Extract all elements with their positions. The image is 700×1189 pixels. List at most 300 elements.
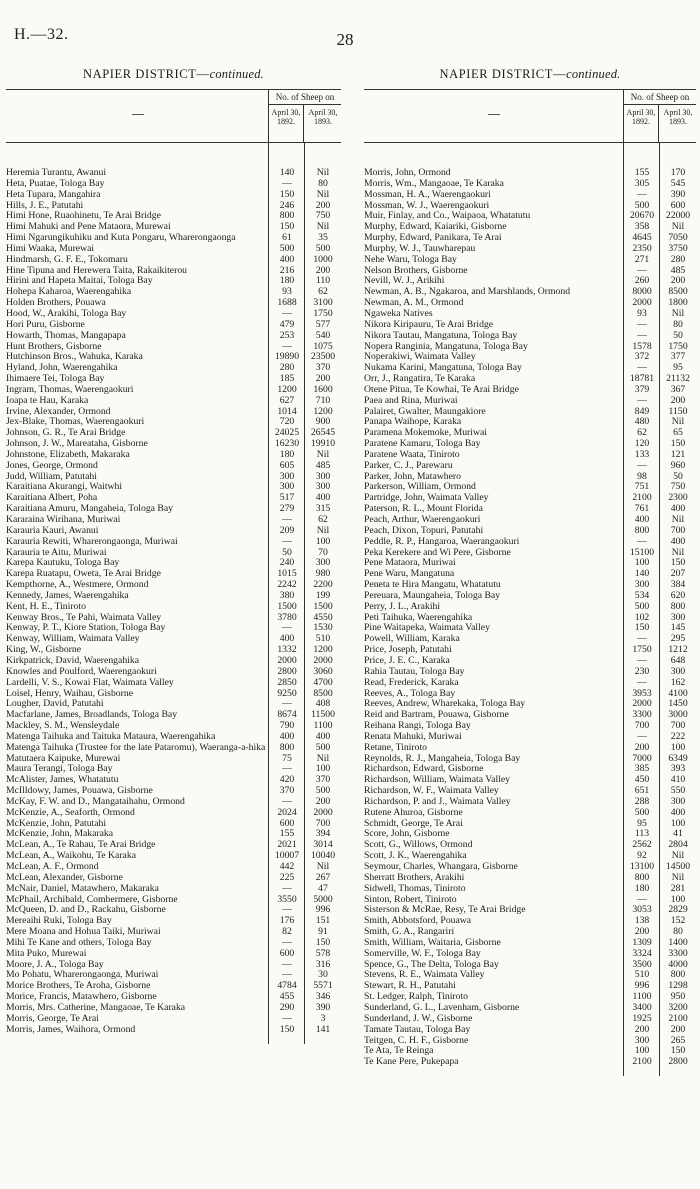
sheep-count-1893: 400 xyxy=(670,535,686,547)
sheep-count-1892: 19890 xyxy=(274,351,300,363)
sheep-count-1893: 23500 xyxy=(310,351,336,363)
sheep-count-1893: 62 xyxy=(318,286,328,298)
sheep-count-1892: 185 xyxy=(279,373,295,385)
sheep-count-1892: 761 xyxy=(634,503,650,515)
sheep-count-1893: 200 xyxy=(670,1023,686,1035)
sheep-count-1892: 180 xyxy=(634,882,650,894)
sheep-count-1893: 410 xyxy=(670,774,686,786)
sheep-count-1893: 207 xyxy=(670,568,686,580)
sheep-count-1892: 372 xyxy=(634,351,650,363)
owner-name: Morris, John, Ormond xyxy=(364,168,451,178)
owner-name: Parkerson, William, Ormond xyxy=(364,482,476,493)
owner-name: Kent, H. E., Tiniroto xyxy=(6,601,86,612)
sheep-count-1893: 4100 xyxy=(668,687,688,699)
sheep-count-1892: 230 xyxy=(634,665,650,677)
owner-name: Schmidt, George, Te Arai xyxy=(364,818,463,829)
sheep-count-1893: 950 xyxy=(670,991,686,1003)
owner-name: McIlldowy, James, Pouawa, Gisborne xyxy=(6,786,153,797)
owner-name: Sherratt Brothers, Arakihi xyxy=(364,872,465,883)
owner-name: Jex-Blake, Thomas, Waerengaokuri xyxy=(6,417,145,428)
sheep-count-1893: 200 xyxy=(315,373,331,385)
page-number: 28 xyxy=(336,30,354,49)
sheep-count-1893: 2300 xyxy=(668,492,688,504)
sheep-count-1892: — xyxy=(637,730,647,742)
owner-name: McNair, Daniel, Matawhero, Makaraka xyxy=(6,883,159,894)
sheep-count-1893: 1400 xyxy=(668,936,688,948)
owner-name: Sunderland, J. W., Gisborne xyxy=(364,1013,473,1024)
owner-name: Karaitiana Akurangi, Waitwhi xyxy=(6,482,123,493)
year-1893-header: April 30, 1893. xyxy=(308,108,338,126)
sheep-count-1892: — xyxy=(282,340,292,352)
table-row xyxy=(6,884,341,895)
owner-name: Murphy, Edward, Kaiariki, Gisborne xyxy=(364,222,507,233)
sheep-count-1893: 8500 xyxy=(668,286,688,298)
sheep-count-1892: 1015 xyxy=(277,568,297,580)
owner-name: Te Ata, Te Reinga xyxy=(364,1046,434,1057)
sheep-count-1892: 480 xyxy=(634,416,650,428)
sheep-count-1893: 960 xyxy=(670,459,686,471)
left-column xyxy=(6,66,341,1036)
table-row xyxy=(6,461,341,472)
sheep-count-1893: 700 xyxy=(315,817,331,829)
sheep-count-1892: 3500 xyxy=(632,958,652,970)
owner-name: Paratene Waata, Tiniroto xyxy=(364,449,460,460)
table-row xyxy=(6,602,341,613)
sheep-count-1892: 20670 xyxy=(629,210,655,222)
sheep-count-1892: 100 xyxy=(634,1045,650,1057)
owner-name: Matenga Taihuka (Trustee for the late Pataromu), Waeranga-a-hika xyxy=(6,742,266,753)
sheep-count-1892: 216 xyxy=(279,264,295,276)
sheep-count-1892: 800 xyxy=(634,524,650,536)
sheep-count-1892: 2000 xyxy=(632,297,652,309)
owner-name: Karepa Ruatapu, Oweta, Te Arai Bridge xyxy=(6,569,161,580)
sheep-count-1892: — xyxy=(282,698,292,710)
sheep-count-1893: 19910 xyxy=(310,438,336,450)
sheep-count-1892: 209 xyxy=(279,524,295,536)
sheep-count-1893: 200 xyxy=(670,275,686,287)
sheep-count-1893: 100 xyxy=(315,763,331,775)
left-column-title: NAPIER DISTRICT—continued. xyxy=(82,67,265,81)
owner-name: Morice Brothers, Te Aroha, Gisborne xyxy=(6,981,151,992)
owner-name: Murphy, W. J., Tauwharepau xyxy=(364,243,476,254)
owner-name: McPhail, Archibald, Combermere, Gisborne xyxy=(6,894,178,905)
sheep-count-1893: 1530 xyxy=(313,622,333,634)
sheep-count-1892: 600 xyxy=(279,947,295,959)
sheep-count-1893: 281 xyxy=(670,882,686,894)
table-row xyxy=(364,537,696,548)
owner-name: Macfarlane, James, Broadlands, Tologa Bay xyxy=(6,710,178,721)
sheep-count-1893: 500 xyxy=(315,785,331,797)
sheep-count-1892: 176 xyxy=(279,915,295,927)
sheep-count-1893: 800 xyxy=(670,969,686,981)
sheep-count-1893: 30 xyxy=(318,969,328,981)
owner-name: Orr, J., Rangatira, Te Karaka xyxy=(364,374,476,385)
table-row xyxy=(364,396,696,407)
table-row xyxy=(6,678,341,689)
owner-name: Peddle, R. P., Hangaroa, Waerangaokuri xyxy=(364,536,520,547)
owner-name: Pene Mataora, Muriwai xyxy=(364,558,456,569)
sheep-count-1893: 996 xyxy=(315,904,331,916)
owner-name: Peach, Arthur, Waerengaokuri xyxy=(364,515,481,525)
owner-name: Morris, James, Waihora, Ormond xyxy=(6,1024,136,1035)
left-table-body xyxy=(6,168,341,1036)
sheep-count-1892: — xyxy=(282,307,292,319)
sheep-count-1893: 3300 xyxy=(668,947,688,959)
name-header-dash xyxy=(132,114,144,115)
owner-name: Reid and Bartram, Pouawa, Gisborne xyxy=(364,710,509,721)
sheep-count-1892: 82 xyxy=(282,926,292,938)
sheep-count-1893: 1100 xyxy=(313,720,333,732)
sheep-count-1892: — xyxy=(282,882,292,894)
owner-name: Newman, A. M., Ormond xyxy=(364,298,464,309)
sheep-count-1892: 200 xyxy=(634,926,650,938)
sheep-count-1893: 300 xyxy=(670,795,686,807)
sheep-count-1892: 18781 xyxy=(629,373,655,385)
sheep-count-1893: 10040 xyxy=(310,850,336,862)
sheep-count-1892: 2000 xyxy=(277,654,297,666)
sheep-count-1893: Nil xyxy=(316,524,330,536)
owner-name: Mereaihi Ruki, Tologa Bay xyxy=(6,916,112,927)
owner-name: Heta Tupara, Mangahira xyxy=(6,189,101,200)
sheep-count-1893: 199 xyxy=(315,589,331,601)
sheep-count-1893: Nil xyxy=(316,861,330,872)
sheep-count-1892: 4784 xyxy=(277,980,297,992)
sheep-count-1893: 2100 xyxy=(668,1012,688,1024)
owner-name: Morris, Wm., Mangaoae, Te Karaka xyxy=(364,178,504,189)
owner-name: Morris, George, Te Arai xyxy=(6,1013,99,1024)
owner-name: McKenzie, John, Patutahi xyxy=(6,818,107,829)
owner-name: Muir, Finlay, and Co., Waipaoa, Whatatutu xyxy=(364,211,531,222)
sheep-count-1892: 93 xyxy=(282,286,292,298)
owner-name: Pene Waru, Mangatuna xyxy=(364,569,455,580)
sheep-count-1892: 113 xyxy=(634,828,650,840)
owner-name: Hirini and Hapeta Maitai, Tologa Bay xyxy=(6,276,153,287)
sheep-count-1893: 14500 xyxy=(665,861,691,872)
owner-name: Himi Hone, Ruaohinetu, Te Arai Bridge xyxy=(6,211,161,222)
sheep-count-1892: 253 xyxy=(279,329,295,341)
sheep-count-1892: — xyxy=(282,1012,292,1024)
sheep-count-1893: 80 xyxy=(673,926,683,938)
sheep-count-1893: 408 xyxy=(315,698,331,710)
sheep-count-1893: 700 xyxy=(670,720,686,732)
owner-name: Mihi Te Kane and others, Tologa Bay xyxy=(6,937,152,948)
sheep-count-1893: 22000 xyxy=(665,210,691,222)
sheep-heading: No. of Sheep on xyxy=(624,90,696,105)
sheep-count-1893: 50 xyxy=(673,470,683,482)
table-row xyxy=(364,331,696,342)
owner-name: Stewart, R. H., Patutahi xyxy=(364,981,456,992)
sheep-count-1893: 400 xyxy=(315,730,331,742)
sheep-count-1893: 295 xyxy=(670,633,686,645)
sheep-count-1892: 479 xyxy=(279,318,295,330)
owner-name: Hindmarsh, G. F. E., Tokomaru xyxy=(6,254,128,265)
sheep-count-1893: 510 xyxy=(315,633,331,645)
sheep-count-1892: 442 xyxy=(279,861,295,872)
sheep-count-1893: 5571 xyxy=(313,980,333,992)
owner-name: Himi Waaka, Murewai xyxy=(6,243,95,254)
sheep-count-1892: 180 xyxy=(279,275,295,287)
owner-name: Spence, G., The Delta, Tologa Bay xyxy=(364,959,499,970)
sheep-count-1892: 3550 xyxy=(277,893,297,905)
owner-name: Matenga Taihuka and Taituka Mataura, Waerengahika xyxy=(6,731,216,742)
sheep-count-1893: 150 xyxy=(670,557,686,569)
owner-name: Ihimaere Tei, Tologa Bay xyxy=(6,374,105,385)
owner-name: Tamate Tautau, Tologa Bay xyxy=(364,1024,471,1035)
sheep-count-1893: 21132 xyxy=(666,373,690,385)
owner-name: Karauria Rewiti, Wharerongaonga, Muriwai xyxy=(6,536,178,547)
owner-name: Kenway Bros., Te Pahi, Waimata Valley xyxy=(6,612,162,623)
owner-name: Paterson, R. L., Mount Florida xyxy=(364,504,483,515)
owner-name: Irvine, Alexander, Ormond xyxy=(6,406,111,417)
sheep-count-1893: 400 xyxy=(315,492,331,504)
sheep-count-1893: 100 xyxy=(670,741,686,753)
sheep-count-1893: Nil xyxy=(671,221,685,233)
owner-name: Otene Pitua, Te Kowhai, Te Arai Bridge xyxy=(364,384,519,395)
sheep-count-1893: 7050 xyxy=(668,232,688,244)
sheep-count-1892: 10007 xyxy=(274,850,300,862)
owner-name: Hori Puru, Gisborne xyxy=(6,319,85,330)
sheep-count-1892: 455 xyxy=(279,991,295,1003)
sheep-count-1892: 240 xyxy=(279,557,295,569)
table-row xyxy=(364,884,696,895)
sheep-count-header xyxy=(268,90,341,142)
sheep-count-1892: 996 xyxy=(634,980,650,992)
owner-name: McLean, A., Waikohu, Te Karaka xyxy=(6,851,136,862)
sheep-count-1892: 1200 xyxy=(277,383,297,395)
table-row xyxy=(6,1025,341,1036)
sheep-count-1892: 849 xyxy=(634,405,650,417)
table-row xyxy=(6,331,341,342)
sheep-count-1892: 500 xyxy=(634,199,650,211)
table-row xyxy=(6,808,341,819)
sheep-count-1893: 1750 xyxy=(313,307,333,319)
sheep-count-1893: 300 xyxy=(670,611,686,623)
owner-name: Karauria te Aitu, Muriwai xyxy=(6,547,107,558)
owner-name: Reynolds, R. J., Mangaheia, Tologa Bay xyxy=(364,753,521,764)
sheep-count-1893: 300 xyxy=(315,470,331,482)
sheep-count-1892: 1925 xyxy=(632,1012,652,1024)
sheep-count-1893: Nil xyxy=(671,850,685,862)
sheep-count-1892: — xyxy=(637,188,647,200)
owner-name: Karauria Kauri, Awanui xyxy=(6,525,99,536)
owner-name: Reeves, Andrew, Wharekaka, Tologa Bay xyxy=(364,699,526,710)
sheep-count-1892: — xyxy=(637,318,647,330)
sheep-count-1893: 800 xyxy=(670,600,686,612)
sheep-count-1893: 47 xyxy=(318,882,328,894)
sheep-count-1893: 70 xyxy=(318,546,328,558)
sheep-count-1892: 510 xyxy=(634,969,650,981)
sheep-count-1893: Nil xyxy=(671,514,685,525)
owner-name: Richardson, W. F., Waimata Valley xyxy=(364,786,499,797)
sheep-count-1893: 4550 xyxy=(313,611,333,623)
owner-name: Rutene Ahuroa, Gisborne xyxy=(364,807,463,818)
owner-name: Sinton, Robert, Tiniroto xyxy=(364,894,457,905)
sheep-count-1892: 133 xyxy=(634,448,650,460)
sheep-count-1893: 545 xyxy=(670,177,686,189)
sheep-count-1893: Nil xyxy=(671,546,685,558)
owner-name: Palairet, Gwalter, Maungakiore xyxy=(364,406,486,417)
sheep-count-1893: 400 xyxy=(670,503,686,515)
sheep-count-1892: 150 xyxy=(279,1023,295,1035)
owner-name: Kenway, William, Waimata Valley xyxy=(6,634,140,645)
owner-name: Score, John, Gisborne xyxy=(364,829,450,840)
sheep-count-1893: 900 xyxy=(315,416,331,428)
owner-name: Jones, George, Ormond xyxy=(6,460,98,471)
owner-name: Peka Kerekere and Wi Pere, Gisborne xyxy=(364,547,511,558)
sheep-count-1893: 4700 xyxy=(313,676,333,688)
sheep-count-1893: 80 xyxy=(673,318,683,330)
sheep-count-1892: 150 xyxy=(634,622,650,634)
sheep-count-1892: 600 xyxy=(279,817,295,829)
sheep-count-1893: 1200 xyxy=(313,405,333,417)
sheep-count-1893: 648 xyxy=(670,654,686,666)
sheep-count-1892: 3400 xyxy=(632,1001,652,1013)
sheep-count-1892: 605 xyxy=(279,459,295,471)
owner-name: Panapa Waihope, Karaka xyxy=(364,417,462,428)
owner-name: Sidwell, Thomas, Tiniroto xyxy=(364,883,466,894)
owner-name: Johnstone, Elizabeth, Makaraka xyxy=(6,449,130,460)
sheep-count-1892: 300 xyxy=(634,1034,650,1046)
sheep-count-1892: 300 xyxy=(279,470,295,482)
sheep-count-1893: 280 xyxy=(670,253,686,265)
sheep-count-1892: 800 xyxy=(279,210,295,222)
sheep-count-1892: 420 xyxy=(279,774,295,786)
sheep-count-1893: 1212 xyxy=(668,644,688,656)
sheep-count-1892: 800 xyxy=(279,741,295,753)
sheep-count-1893: 300 xyxy=(315,557,331,569)
sheep-count-1893: 485 xyxy=(315,459,331,471)
sheep-count-1893: 485 xyxy=(670,264,686,276)
sheep-count-1892: — xyxy=(282,958,292,970)
owner-name: St. Ledger, Ralph, Tiniroto xyxy=(364,992,469,1003)
table-row xyxy=(364,255,696,266)
sheep-count-1892: 358 xyxy=(634,221,650,233)
right-table-header xyxy=(364,89,696,143)
owner-name: Sisterson & McRae, Resy, Te Arai Bridge xyxy=(364,905,526,916)
owner-name: Kararaina Wirihana, Muriwai xyxy=(6,515,121,525)
sheep-count-1892: 93 xyxy=(637,307,647,319)
owner-name: Nopera Ranginia, Mangatuna, Tologa Bay xyxy=(364,341,528,352)
sheep-count-1892: 1309 xyxy=(632,936,652,948)
sheep-count-1892: 1014 xyxy=(277,405,297,417)
sheep-count-1892: 2850 xyxy=(277,676,297,688)
sheep-count-1893: 141 xyxy=(315,1023,331,1035)
owner-name: Price, Joseph, Patutahi xyxy=(364,645,452,656)
year-1892-header: April 30, 1892. xyxy=(269,105,304,142)
owner-name: Judd, William, Patutahi xyxy=(6,471,97,482)
owner-name: Renata Mahuki, Muriwai xyxy=(364,731,462,742)
owner-name: McKenzie, A., Seaforth, Ormond xyxy=(6,807,135,818)
sheep-count-1893: 390 xyxy=(315,1001,331,1013)
owner-name: Scott, G., Willows, Ormond xyxy=(364,840,473,851)
owner-name: Peti Taihuka, Waerengahika xyxy=(364,612,473,623)
sheep-count-1893: 6349 xyxy=(668,752,688,764)
owner-name: Price, J. E. C., Karaka xyxy=(364,655,450,666)
sheep-count-1893: 1600 xyxy=(313,383,333,395)
year-1892-header: April 30, 1892. xyxy=(624,105,659,142)
sheep-count-1893: 620 xyxy=(670,589,686,601)
sheep-count-1892: — xyxy=(282,904,292,916)
table-row xyxy=(6,190,341,201)
sheep-count-1893: 150 xyxy=(670,438,686,450)
sheep-heading: No. of Sheep on xyxy=(269,90,341,105)
sheep-count-1893: 393 xyxy=(670,763,686,775)
owner-name: Karaitiana Albert, Poha xyxy=(6,493,98,504)
sheep-count-1893: 267 xyxy=(315,871,331,883)
sheep-count-1892: 9250 xyxy=(277,687,297,699)
sheep-count-1892: — xyxy=(282,969,292,981)
sheep-count-1893: 1800 xyxy=(668,297,688,309)
sheep-count-1893: 710 xyxy=(315,394,331,406)
sheep-count-1892: — xyxy=(282,763,292,775)
owner-name: Morris, Mrs. Catherine, Mangaoae, Te Karaka xyxy=(6,1002,186,1013)
sheep-count-1893: 1000 xyxy=(313,253,333,265)
name-header-dash xyxy=(488,114,500,115)
sheep-count-header xyxy=(623,90,696,142)
sheep-count-1892: 150 xyxy=(279,221,295,233)
sheep-count-1893: 62 xyxy=(318,514,328,525)
sheep-count-1893: 370 xyxy=(315,362,331,374)
table-row xyxy=(364,190,696,201)
sheep-count-1892: 500 xyxy=(634,600,650,612)
sheep-count-1892: — xyxy=(637,394,647,406)
sheep-count-1893: 170 xyxy=(670,167,686,178)
sheep-count-1893: Nil xyxy=(316,448,330,460)
table-row xyxy=(364,1025,696,1036)
owner-name: Parker, C. J., Parewaru xyxy=(364,460,453,471)
table-row xyxy=(364,602,696,613)
owner-name: Hood, W., Arakihi, Tologa Bay xyxy=(6,308,127,319)
sheep-count-1892: 305 xyxy=(634,177,650,189)
sheep-count-1892: 1750 xyxy=(632,644,652,656)
sheep-count-1892: 1500 xyxy=(277,600,297,612)
sheep-count-1892: 2021 xyxy=(277,839,297,851)
owner-name: Johnson, G. R., Te Arai Bridge xyxy=(6,428,126,439)
sheep-count-1892: 2024 xyxy=(277,806,297,818)
sheep-count-1893: 3060 xyxy=(313,665,333,677)
sheep-count-1892: 700 xyxy=(634,720,650,732)
table-row xyxy=(364,949,696,960)
sheep-count-1893: 1750 xyxy=(668,340,688,352)
sheep-count-1893: 578 xyxy=(315,947,331,959)
owner-name: Hunt Brothers, Gisborne xyxy=(6,341,102,352)
sheep-count-1893: 1450 xyxy=(668,698,688,710)
sheep-count-1892: — xyxy=(282,795,292,807)
sheep-count-1893: 1298 xyxy=(668,980,688,992)
sheep-count-1893: 3 xyxy=(320,1012,326,1024)
sheep-count-1892: 140 xyxy=(279,167,295,178)
sheep-count-1893: 222 xyxy=(670,730,686,742)
sheep-count-1892: 2100 xyxy=(632,492,652,504)
owner-name: Lardelli, V. S., Kowai Flat, Waimata Valley xyxy=(6,677,174,688)
owner-name: Heremia Turantu, Awanui xyxy=(6,168,107,178)
sheep-count-1892: 790 xyxy=(279,720,295,732)
owner-name: McLean, A., Te Rahau, Te Arai Bridge xyxy=(6,840,156,851)
sheep-count-1892: 120 xyxy=(634,438,650,450)
owner-name: Karepa Kautuku, Tologa Bay xyxy=(6,558,120,569)
sheep-count-1893: 50 xyxy=(673,329,683,341)
owner-name: Partridge, John, Waimata Valley xyxy=(364,493,489,504)
owner-name: Hohepa Kaharoa, Waerengahika xyxy=(6,287,132,298)
owner-name: Hills, J. E., Patutahi xyxy=(6,200,84,211)
owner-name: Teitgen, C. H. F., Gisborne xyxy=(364,1035,469,1046)
sheep-count-1893: 1075 xyxy=(313,340,333,352)
owner-name: Kirkpatrick, David, Waerengahika xyxy=(6,655,139,666)
sheep-count-1892: — xyxy=(282,535,292,547)
sheep-count-1893: 316 xyxy=(315,958,331,970)
sheep-count-1893: 3014 xyxy=(313,839,333,851)
sheep-count-1892: — xyxy=(637,893,647,905)
